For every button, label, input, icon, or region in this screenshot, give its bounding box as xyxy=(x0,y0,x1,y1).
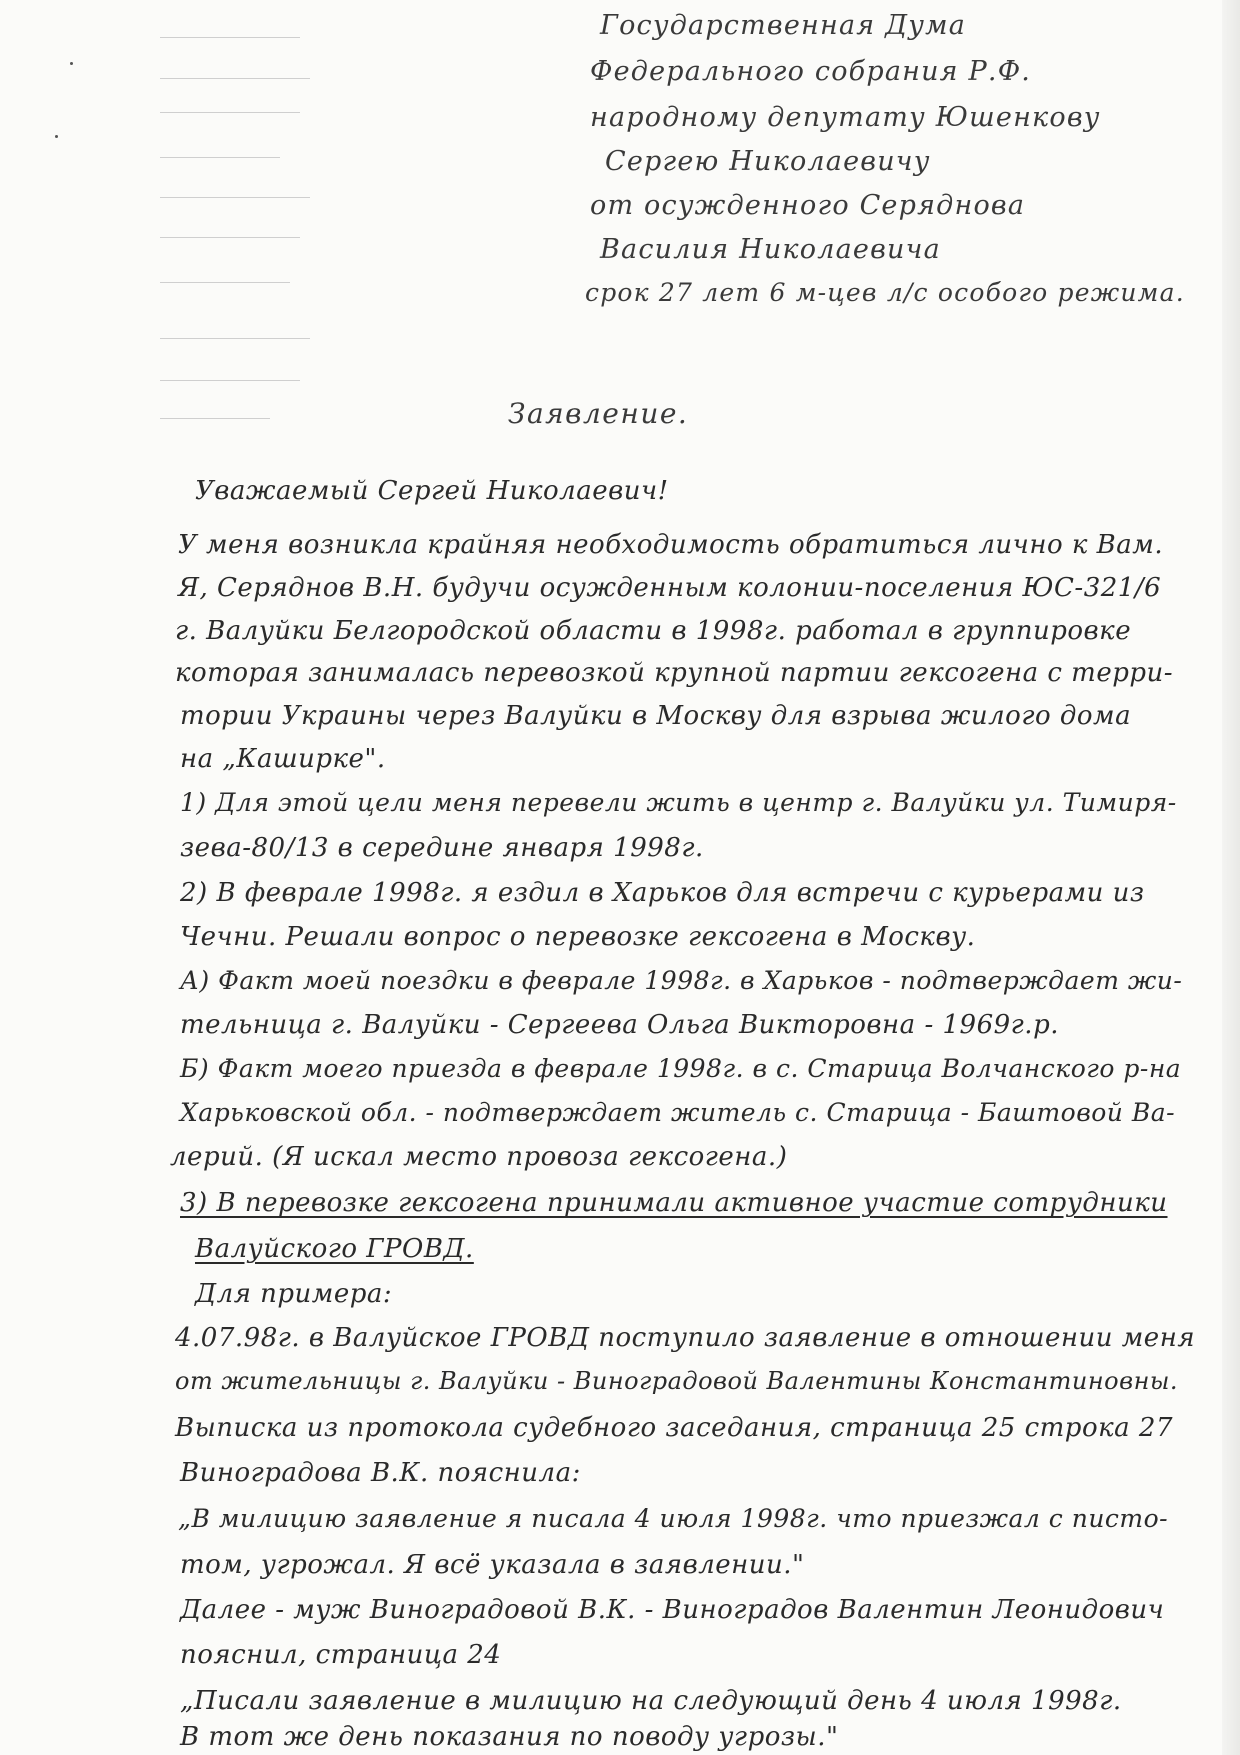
body-line: Далее - муж Виноградовой В.К. - Виноградов Валентин Леонидович xyxy=(180,1595,1165,1625)
margin-rule xyxy=(160,418,270,419)
addressee-line: Государственная Дума xyxy=(600,10,967,41)
addressee-line: Сергею Николаевичу xyxy=(605,146,931,177)
body-line: которая занималась перевозкой крупной партии гексогена с терри- xyxy=(175,658,1174,688)
body-line: 4.07.98г. в Валуйское ГРОВД поступило заявление в отношении меня xyxy=(175,1323,1196,1353)
body-line: тории Украины через Валуйки в Москву для взрыва жилого дома xyxy=(180,701,1132,731)
body-line: Б) Факт моего приезда в феврале 1998г. в с. Старица Волчанского р-на xyxy=(180,1054,1182,1083)
body-line: Чечни. Решали вопрос о перевозке гексогена в Москву. xyxy=(180,922,976,952)
body-line: 1) Для этой цели меня перевели жить в центр г. Валуйки ул. Тимиря- xyxy=(180,788,1177,817)
body-line: лерий. (Я искал место провоза гексогена.) xyxy=(170,1142,788,1172)
body-line-underlined: 3) В перевозке гексогена принимали активное участие сотрудники xyxy=(180,1188,1168,1218)
body-line: пояснил, страница 24 xyxy=(180,1640,502,1670)
addressee-line: Василия Николаевича xyxy=(600,234,941,265)
body-line-underlined: Валуйского ГРОВД. xyxy=(195,1234,474,1264)
body-line: У меня возникла крайняя необходимость обратиться лично к Вам. xyxy=(178,530,1164,560)
body-line: В тот же день показания по поводу угрозы." xyxy=(180,1722,839,1752)
body-line: Виноградова В.К. пояснила: xyxy=(180,1458,581,1488)
margin-rule xyxy=(160,282,290,283)
margin-rule xyxy=(160,78,310,79)
margin-rule xyxy=(160,157,280,158)
body-line: Выписка из протокола судебного заседания, страница 25 строка 27 xyxy=(175,1413,1173,1443)
addressee-line: Федерального собрания Р.Ф. xyxy=(590,56,1032,87)
body-line: от жительницы г. Валуйки - Виноградовой Валентины Константиновны. xyxy=(175,1367,1179,1395)
margin-rule xyxy=(160,338,310,339)
margin-rule xyxy=(160,112,300,113)
body-line: том, угрожал. Я всё указала в заявлении." xyxy=(180,1550,805,1580)
margin-rule xyxy=(160,197,310,198)
body-line: 2) В феврале 1998г. я ездил в Харьков для встречи с курьерами из xyxy=(180,878,1145,908)
margin-rule xyxy=(160,380,300,381)
statement-title: Заявление. xyxy=(508,397,689,430)
body-line: тельница г. Валуйки - Сергеева Ольга Викторовна - 1969г.р. xyxy=(180,1010,1059,1040)
body-line: зева-80/13 в середине января 1998г. xyxy=(180,833,704,863)
margin-rule xyxy=(160,37,300,38)
greeting: Уважаемый Сергей Николаевич! xyxy=(195,476,669,506)
body-line: Для примера: xyxy=(195,1279,393,1309)
body-line: „В милицию заявление я писала 4 июля 1998г. что приезжал с писто- xyxy=(178,1504,1169,1533)
body-line: Я, Серяднов В.Н. будучи осужденным колонии-поселения ЮС-321/6 xyxy=(178,573,1162,603)
margin-rule xyxy=(160,237,300,238)
page-speck xyxy=(55,135,58,138)
body-line: на „Каширке". xyxy=(180,744,386,774)
page-speck xyxy=(70,62,73,65)
addressee-line: срок 27 лет 6 м-цев л/с особого режима. xyxy=(585,278,1185,307)
addressee-line: от осужденного Серяднова xyxy=(590,190,1026,221)
body-line: „Писали заявление в милицию на следующий день 4 июля 1998г. xyxy=(180,1686,1122,1716)
body-line: А) Факт моей поездки в феврале 1998г. в Харьков - подтверждает жи- xyxy=(180,966,1183,995)
body-line: г. Валуйки Белгородской области в 1998г. работал в группировке xyxy=(175,616,1132,646)
body-line: Харьковской обл. - подтверждает житель с. Старица - Баштовой Ва- xyxy=(180,1098,1176,1127)
page-edge-shadow xyxy=(1222,0,1240,1755)
addressee-line: народному депутату Юшенкову xyxy=(590,102,1101,133)
